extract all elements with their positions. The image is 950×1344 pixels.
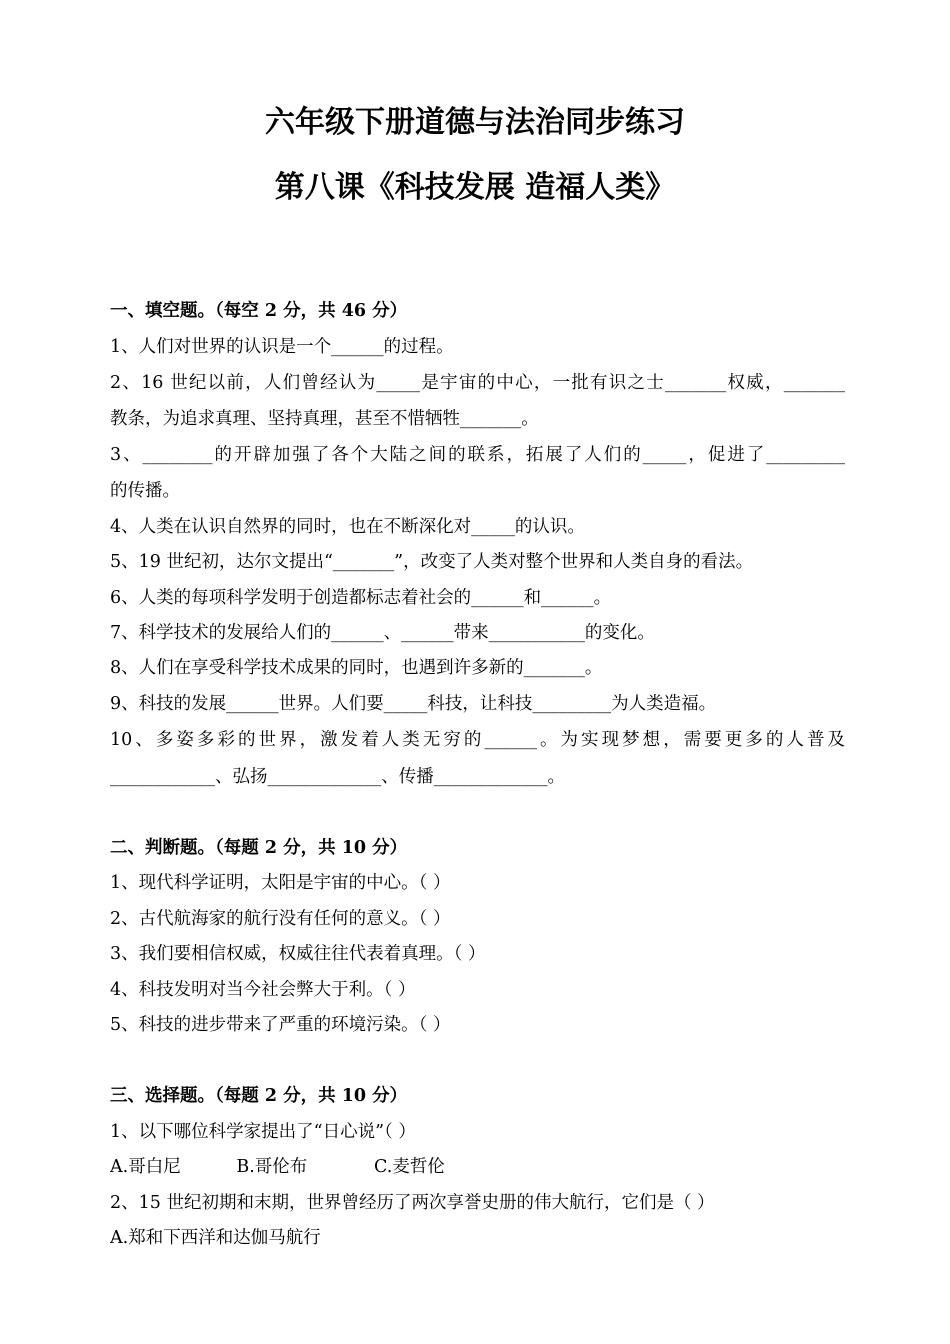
question-line: 10、多姿多彩的世界，激发着人类无穷的______。为实现梦想，需要更多的人普及 [110,730,845,750]
question-line: 2、15 世纪初期和末期，世界曾经历了两次享誉史册的伟大航行，它们是（ ） [110,1193,715,1213]
question-line: 1、现代科学证明，太阳是宇宙的中心。（ ） [110,873,451,893]
lesson-subtitle: 第八课《科技发展 造福人类》 [274,170,676,205]
section-heading-multiple-choice: 三、选择题。（每题 2 分，共 10 分） [110,1086,408,1106]
question-line: 2、16 世纪以前，人们曾经认为_____是宇宙的中心，一批有识之士_______权威，_______ [110,373,845,393]
question-line: 3、________的开辟加强了各个大陆之间的联系，拓展了人们的_____，促进了_________ [110,445,845,465]
question-line: 教条，为追求真理、坚持真理，甚至不惜牺牲_______。 [110,409,539,429]
question-line: 1、以下哪位科学家提出了“日心说”（ ） [110,1122,416,1142]
question-line: 4、科技发明对当今社会弊大于利。（ ） [110,980,416,1000]
question-line: 的传播。 [110,481,180,501]
answer-options: A.哥白尼 B.哥伦布 C.麦哲伦 [110,1157,445,1177]
section-heading-true-false: 二、判断题。（每题 2 分，共 10 分） [110,838,408,858]
worksheet-title: 六年级下册道德与法治同步练习 [265,105,685,140]
answer-option: A.郑和下西洋和达伽马航行 [110,1228,321,1248]
question-line: 6、人类的每项科学发明于创造都标志着社会的______和______。 [110,588,612,608]
question-line: 9、科技的发展______世界。人们要_____科技，让科技_________为人类造福。 [110,694,717,714]
question-line: 8、人们在享受科学技术成果的同时，也遇到许多新的_______。 [110,658,603,678]
section-heading-fill-blanks: 一、填空题。（每空 2 分，共 46 分） [110,301,408,321]
question-line: 5、19 世纪初，达尔文提出“_______”，改变了人类对整个世界和人类自身的看法。 [110,552,754,572]
question-line: 4、人类在认识自然界的同时，也在不断深化对_____的认识。 [110,517,585,537]
question-line: 7、科学技术的发展给人们的______、______带来___________的变化。 [110,623,655,643]
question-line: 2、古代航海家的航行没有任何的意义。（ ） [110,909,451,929]
question-line: ____________、弘扬_____________、传播_____________。 [110,767,565,787]
question-line: 5、科技的进步带来了严重的环境污染。（ ） [110,1015,451,1035]
question-line: 3、我们要相信权威，权威往往代表着真理。（ ） [110,944,486,964]
question-line: 1、人们对世界的认识是一个______的过程。 [110,337,454,357]
